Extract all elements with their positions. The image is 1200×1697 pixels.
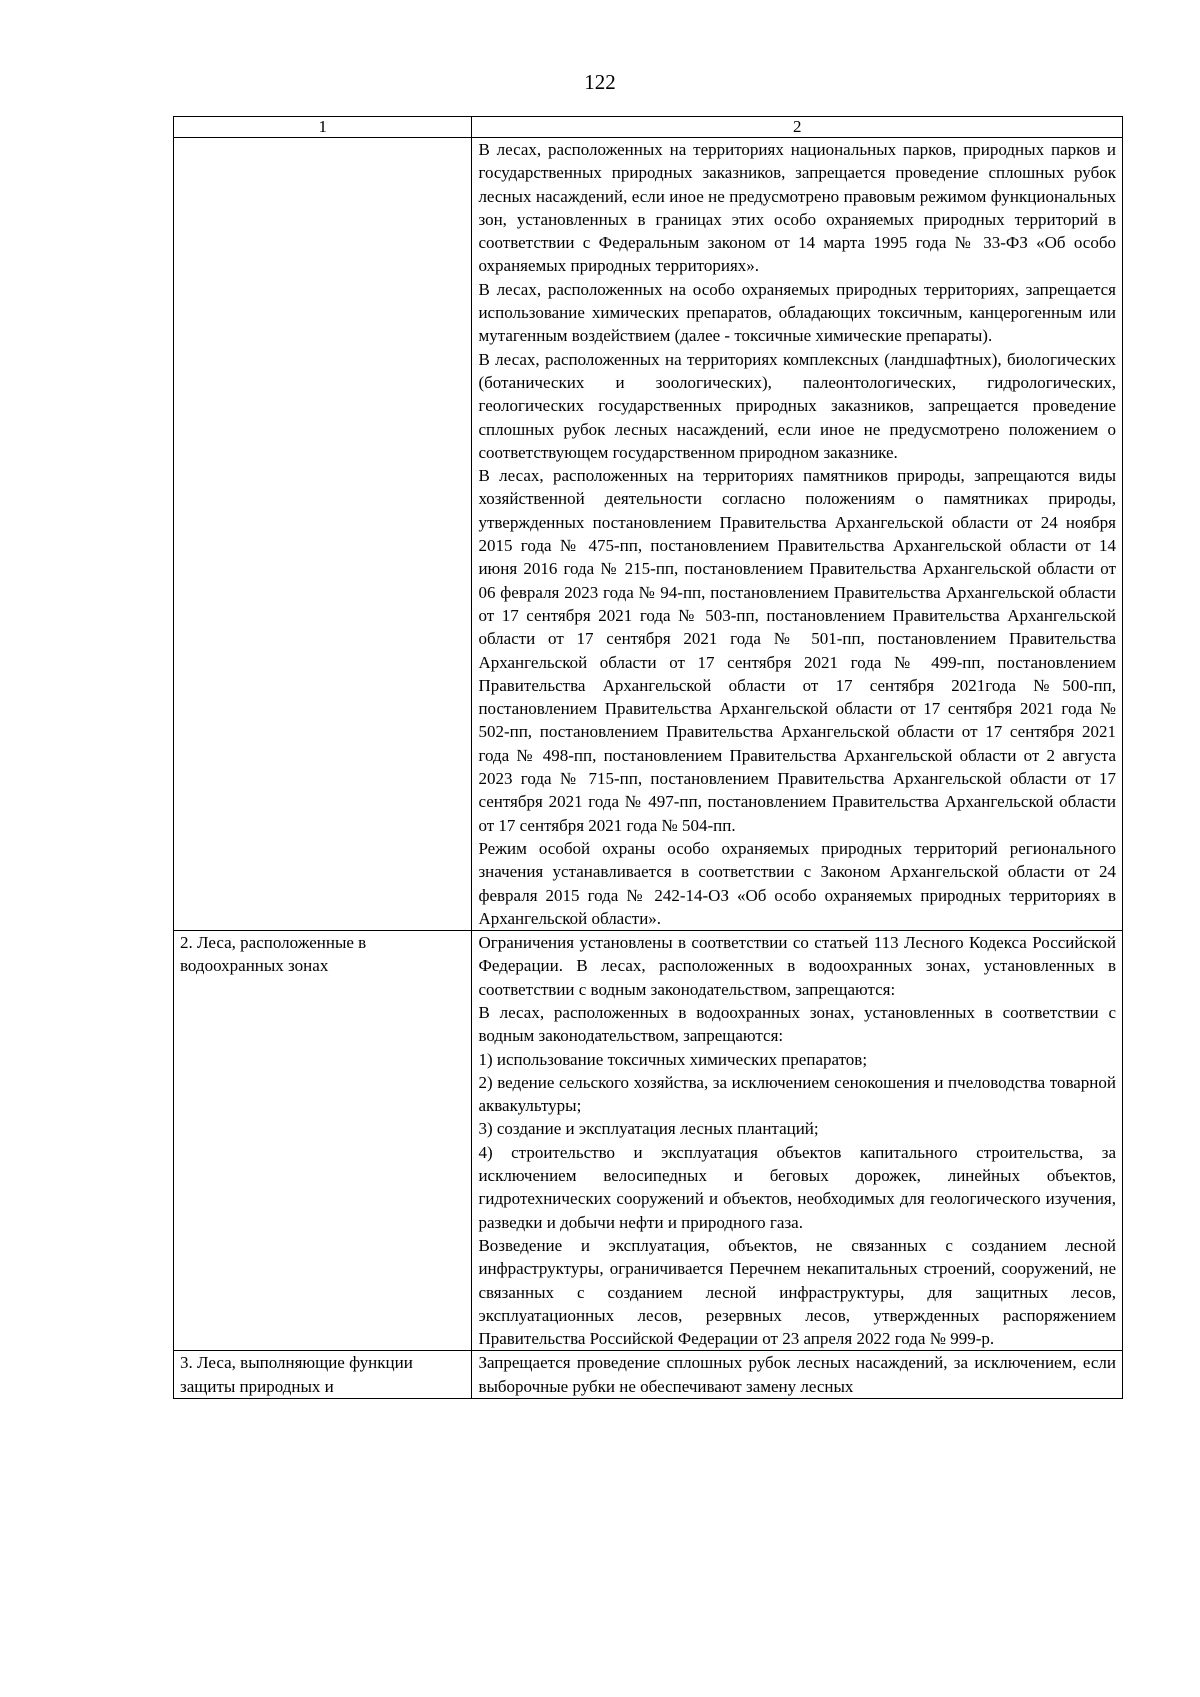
row-description-cell [472,931,1123,1351]
list-item: 4) строительство и эксплуатация объектов капитального строительства, за исключением велосипедных и беговых дорожек, линейных объектов, гидротехнических сооружений и объектов, необходимых для геологического изучения, разведки и добычи нефти и природного газа. [478,1142,1116,1232]
table-row [174,138,1123,931]
list-item: 3) создание и эксплуатация лесных плантаций; [478,1119,819,1139]
row-category-cell [174,931,472,1351]
paragraph: В лесах, расположенных на территориях национальных парков, природных парков и государственных природных заказников, запрещается проведение сплошных рубок лесных насаждений, если иное не предусмотрено правовым режимом функциональных зон, установленных в границах этих особо охраняемых природных территорий в соответствии с Федеральным законом от 14 марта 1995 года № 33-ФЗ «Об особо охраняемых природных территориях». [478,140,1116,276]
page-number: 122 [584,70,616,94]
row-category-label: 2. Леса, расположенные в водоохранных зонах [180,933,367,976]
paragraph: В лесах, расположенных на территориях памятников природы, запрещаются виды хозяйственной деятельности согласно положениям о памятниках природы, утвержденных постановлением Правительства Архангельской области от 24 ноября 2015 года № 475-пп, постановлением Правительства Архангельской области от 14 июня 2016 года № 215-пп, постановлением Правительства Архангельской области от 06 февраля 2023 года № 94-пп, постановлением Правительства Архангельской области от 17 сентября 2021 года № 503-пп, постановлением Правительства Архангельской области от 17 сентября 2021 года № 501-пп, постановлением Правительства Архангельской области от 17 сентября 2021 года № 499-пп, постановлением Правительства Архангельской области от 17 сентября 2021года №500-пп, постановлением Правительства Архангельской области от 17 сентября 2021 года № 502-пп, постановлением Правительства Архангельской области от 17 сентября 2021 года № 498-пп, постановлением Правительства Архангельской области от 2 августа 2023 года № 715-пп, постановлением Правительства Архангельской области от 17 сентября 2021 года № 497-пп, постановлением Правительства Архангельской области от 17 сентября 2021 года № 504-пп. [478,466,1116,835]
table-row [174,931,1123,1351]
paragraph: Режим особой охраны особо охраняемых природных территорий регионального значения устанавливается в соответствии с Законом Архангельской области от 24 февраля 2015 года № 242-14-ОЗ «Об особо охраняемых природных территориях в Архангельской области». [478,838,1116,928]
row-description-cell [472,1351,1123,1399]
column-header-1: 1 [174,117,472,138]
table-header-row [174,117,1123,138]
list-item: 1) использование токсичных химических препаратов; [478,1049,868,1069]
row-category-label: 3. Леса, выполняющие функции защиты природных и [180,1353,413,1396]
row-category-cell [174,1351,472,1399]
list-item: 2) ведение сельского хозяйства, за исключением сенокошения и пчеловодства товарной аквакультуры; [478,1072,1116,1116]
paragraph: В лесах, расположенных на территориях комплексных (ландшафтных), биологических (ботанических и зоологических), палеонтологических, гидрологических, геологических государственных природных заказников, запрещается проведение сплошных рубок лесных насаждений, если иное не предусмотрено положением о соответствующем государственном природном заказнике. [478,349,1116,462]
column-header-2: 2 [472,117,1123,138]
paragraph: В лесах, расположенных на особо охраняемых природных территориях, запрещается использование химических препаратов, обладающих токсичным, канцерогенным или мутагенным воздействием (далее - токсичные химические препараты). [478,279,1116,346]
restrictions-table [173,116,1123,1399]
paragraph: В лесах, расположенных в водоохранных зонах, установленных в соответствии с водным законодательством, запрещаются: [478,1002,1116,1046]
paragraph: Запрещается проведение сплошных рубок лесных насаждений, за исключением, если выборочные рубки не обеспечивают замену лесных [478,1353,1116,1396]
paragraph: Возведение и эксплуатация, объектов, не связанных с созданием лесной инфраструктуры, ограничивается Перечнем некапитальных строений, сооружений, не связанных с созданием лесной инфраструктуры, для защитных лесов, эксплуатационных лесов, резервных лесов, утвержденных распоряжением Правительства Российской Федерации от 23 апреля 2022 года № 999-р. [478,1235,1116,1349]
paragraph: Ограничения установлены в соответствии со статьей 113 Лесного Кодекса Российской Федерации. В лесах, расположенных в водоохранных зонах, установленных в соответствии с водным законодательством, запрещаются: [478,933,1116,999]
row-category-cell [174,138,472,931]
row-description-cell [472,138,1123,931]
table-row [174,1351,1123,1399]
